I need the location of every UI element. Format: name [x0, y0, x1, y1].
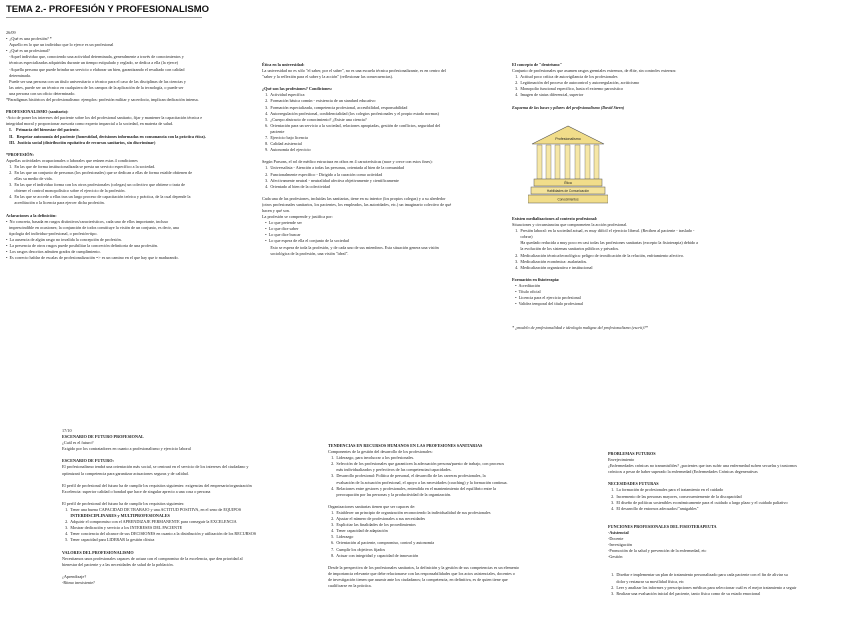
note-line: *PROFESIÓN: [6, 151, 34, 157]
note-line: de investigación tienen que asumir ante los ciudadanos; la competencia, en definitiva, es de quien tiene que [328, 576, 508, 582]
diagram-roof-label: Profesionalismo [555, 137, 581, 141]
note-line: Formación en fisioterapia: [512, 276, 560, 282]
note-line [62, 477, 282, 483]
document-title: TEMA 2.- PROFESIÓN Y PROFESIONALISMO [6, 4, 210, 15]
note-line [608, 560, 846, 566]
diagram-knowledge-label: Conocimientos [557, 197, 579, 202]
note-line: hacen y qué son. [262, 207, 290, 213]
note-line: acreditación o la licencia para ejercer dicha profesión. [6, 200, 105, 206]
note-line: dolor y restaurar su movilidad física, etc [608, 578, 684, 584]
note-line: 4. Tener capacidad de adaptación [328, 528, 388, 534]
note-line: técnicas especializadas adquiridas durante un tiempo estipulado y reglado, se dedica a ella (la ejerce) [6, 60, 179, 66]
note-line: 6. Orientación para un servicio a la sociedad, relaciones apropiadas, gestión de conflictos, seguridad del [262, 122, 441, 128]
note-line: 1. Diseñar e implementar un plan de tratamiento personalizado para cada paciente con el fin de aliviar su [608, 572, 788, 578]
note-line [262, 80, 498, 86]
note-line: El profesionalismo tendrá una orientación más social, se centrará en el servicio de los intereses del ciudadano y [62, 464, 249, 470]
note-line: • No concreta, basada en rasgos distintivos/característicos, cada uno de ellos importante, incluso [6, 218, 169, 224]
note-line: • Los rasgos descritos admiten grados de cumplimiento. [6, 249, 101, 255]
note-line: Aquellas actividades ocupacionales o laborales que reúnen estas 4 condiciones [6, 157, 138, 163]
note-line: 3. Formación especializada, competencia profesional, accesibilidad, responsabilidad [262, 104, 408, 110]
note-line: bienestar del paciente y a las necesidades de salud de la población. [62, 561, 174, 567]
note-line: -Gestión [608, 554, 623, 560]
note-line [6, 146, 242, 152]
note-line: 6. Orientación al paciente, compromiso, control y autonomía [328, 540, 435, 546]
note-line: Organizaciones sanitarias tienen que ser capaces de: [328, 503, 416, 509]
diagram-pillar [546, 145, 551, 179]
note-line: 17/10 [62, 428, 72, 433]
note-line: -Aquel individuo que, conociendo una actividad determinada, generalmente a través de conocimientos y [6, 54, 184, 60]
note-line: las artes, puede ser un técnico en cualquiera de los campos de la aplicación de la tecnología, o puede ser [6, 84, 184, 90]
note-line: • ¿Qué es una profesión? * [6, 36, 52, 42]
note-line: 26/09 [6, 30, 16, 35]
note-line: 3. Medicalización económica: asalariados. [512, 258, 588, 264]
note-line: 2. Formación básica común - existencia de un standard educativo [262, 98, 376, 104]
diagram-pillar [575, 145, 580, 179]
note-line: Esto se espera de toda la profesión, y de cada uno de sus miembros. Esta situación genera una visión [262, 244, 439, 250]
note-line [262, 153, 498, 159]
note-line: (otros profesionales sanitarios, los pacientes, los empleados, las autoridades, etc.) un imaginario colectivo de qué [262, 201, 452, 207]
note-line: 9. Autonomía del ejercicio [262, 147, 311, 153]
page1-column-3-top [512, 62, 730, 111]
note-line [328, 559, 568, 565]
note-line: 3. En las que el individuo forma con los otros profesionales (colegas) un colectivo que obtiene o trata de [6, 182, 185, 188]
note-line: • Acreditación [512, 282, 541, 288]
note-line: Excelencia: superior calidad o bondad que hace de singular aprecio a una cosa o persona [62, 488, 211, 494]
note-line: 1. Liderazgo, para involucrar a los profesionales. [328, 455, 415, 461]
note-line: El concepto de "dentrismo" [512, 62, 562, 67]
note-line: 2. Incremento de las personas mayores, consecuentemente de la discapacidad [608, 493, 742, 499]
note-line: Aclaraciones a la definición: [6, 212, 57, 218]
note-line: • Validez temporal del título profesional [512, 301, 584, 307]
note-line [262, 190, 498, 196]
note-line [62, 495, 282, 501]
note-line: sociológica de la profesión, una visión "ideal". [262, 250, 349, 256]
note-line: Puede ser una persona con un título universitario o técnico para el caso de las disciplinas de las ciencias y [6, 78, 187, 84]
note-line: TENDENCIAS EN RECURSOS HUMANOS EN LAS PROFESIONES SANITARIAS [328, 443, 483, 448]
note-line: paciente [262, 128, 285, 134]
note-line: 4. El desarrollo de entornos adecuados/"amigables" [608, 505, 699, 511]
note-line: una persona con un oficio determinado. [6, 90, 76, 96]
note-line [608, 512, 846, 518]
note-line: 4. En las que se accede a ellas tras un largo proceso de capacitación teórica y práctica, de la cual depende la [6, 194, 191, 200]
page2-column-1 [62, 428, 282, 586]
note-line: la evolución de los sistemas sanitarios públicos y privados. [512, 246, 620, 252]
note-line: 4. Tener conciencia del alcance de sus DECISIONES en cuanto a la distribución y utilización de los RECURSOS [62, 531, 257, 537]
note-line: 2. Leer y analizar los informes y prescripciones médicas para seleccionar cuál es el mejor tratamiento a seguir [608, 584, 797, 590]
note-line: evaluación de la actuación profesional, el apoyo a las necesidades (coaching) y la formación continua. [328, 479, 508, 485]
page1-column-2 [262, 62, 498, 257]
note-line: PROBLEMAS FUTUROS [608, 451, 656, 456]
note-line: cobrar) [512, 234, 533, 240]
page2-column-3 [608, 451, 846, 597]
note-line: -Docente [608, 536, 624, 542]
note-line: 1. Universalista - Atención a todas las personas, orientada al bien de la comunidad [262, 165, 404, 171]
note-line [62, 452, 282, 458]
note-line: 3. Monopolio funcional específico, hasta el extremo paroxístico [512, 86, 624, 92]
note-line: La profesión se comprende y justifica por: [262, 214, 333, 220]
note-line: 2. Funcionalmente específico - Dirigido a la curación como actividad [262, 171, 383, 177]
note-line: -Investigación [608, 542, 632, 548]
professionalism-pillars-diagram [528, 124, 608, 206]
page2-column-2 [328, 443, 568, 589]
note-line: Aquello en lo que un individuo que lo ejerce es un profesional [6, 42, 114, 48]
note-line [608, 566, 846, 572]
note-line: 8. Calidad asistencial [262, 141, 302, 147]
note-line: más individualizados y perfectivos de las competencias/capacidades. [328, 467, 452, 473]
note-line: El perfil de profesional del futuro ha de cumplir los requisitos siguientes: [62, 500, 185, 506]
note-line: Ética en la universidad: [262, 62, 305, 67]
note-line: 3. El diseño de políticas sostenibles económicamente para el cuidado a largo plazo y el cuidado paliativo [608, 499, 788, 505]
note-line: ¿Aprendizaje? [62, 573, 87, 579]
note-line: I. Primacía del bienestar del paciente. [6, 127, 80, 133]
note-line: optimizará la competencia para garantizar actuaciones seguras y de calidad. [62, 470, 189, 476]
note-line: * ¿modelo de profesionalidad e ideología maligna del profesionalismo (escrit)?* [512, 325, 648, 331]
page1-column-1 [6, 30, 242, 261]
note-line [6, 207, 242, 213]
note-line: tipología del individuo-profesional, o profesión-tipo. [6, 230, 98, 236]
note-line: ¿Enfermedades crónicas no transmisibles? ¿pacientes que tras sufrir una enfermedad sufren secuelas y trastornos [608, 463, 797, 469]
note-line [512, 99, 730, 105]
note-line: 2. Selección de los profesionales que garanticen la adecuación persona/puesto de trabajo, con procesos [328, 461, 505, 467]
note-line: 2. Medicalización técnica/tecnológica: peligro de tecnificación de la relación, enfriamiento afectivo. [512, 252, 684, 258]
note-line: ¿Cuál es el futuro? [62, 440, 94, 446]
note-line: 1. Establecer un principio de organización reconociendo la individualidad de sus profesionales [328, 509, 491, 515]
note-line: 5. Liderazgo [328, 534, 354, 540]
note-line: 3. Explicitar las finalidades de los procedimientos [328, 522, 416, 528]
note-line: Cada una de las profesiones, incluidas las sanitarias, tiene en su interior (los propios colegas) y a su alrededor [262, 195, 446, 201]
note-line: 2. Adquirir el compromiso con el APRENDIZAJE PERMANENTE para conseguir la EXCELENCIA [62, 519, 237, 525]
note-line: ESCENARIO DE FUTURO PROFESIONAL [62, 434, 144, 440]
note-line: 4. Imagen de status diferencial, superior [512, 92, 584, 98]
note-line: • Lo que dice saber [262, 226, 299, 232]
note-line [328, 498, 568, 504]
note-line: 2. En las que un conjunto de personas (los profesionales) que se dedican a ellas de forma estable obtienen de [6, 169, 193, 175]
note-line: • Lo que espera de ella el conjunto de la sociedad [262, 238, 349, 244]
note-line: -Acto de poner los intereses del paciente sobre los del profesional sanitario, fijar y mantener la capacitación técnica e [6, 115, 203, 121]
note-line: II. Respetar autonomía del paciente (honestidad, decisiones informadas en consonancia con la práctica ética). [6, 133, 206, 139]
note-line [512, 271, 730, 277]
note-line: • Lo que pretende ser [262, 220, 302, 226]
note-line: Ha quedado reducida a muy poco en casi todas las profesiones sanitarias (excepto la fisioterapia) debido a [512, 240, 699, 246]
note-line: -Asistencial [608, 529, 629, 535]
note-line: 7. Cumplir los objetivos fijados [328, 546, 386, 552]
note-line: de importancia relevante que debe relacionarse con las responsabilidades que los actos asistenciales, docentes o [328, 570, 515, 576]
note-line: • Título oficial [512, 289, 541, 295]
note-line: crónicos a pesar de haber superado la enfermedad (Enfermedades Crónicas degenerativas [608, 469, 758, 475]
note-line: 4. Orientado al bien de la colectividad [262, 183, 331, 189]
note-line: -Aquella persona que puede brindar un servicio o elaborar un bien, garantizando el resultado con calidad [6, 66, 185, 72]
note-line: preocupación por las personas y la productividad de la organización. [328, 491, 452, 497]
note-line [512, 319, 730, 325]
note-line: 1. Actividad específica [262, 92, 305, 98]
note-line: El perfil de profesional del futuro ha de cumplir los requisitos siguientes: exigencias del empresario/organización [62, 482, 252, 488]
diagram-pillar [585, 145, 590, 179]
note-line: 1. En las que de forma institucionalizada se presta un servicio específico a la sociedad. [6, 163, 156, 169]
diagram-ethics-label: Ética [564, 181, 572, 185]
note-line [512, 313, 730, 319]
note-line: INTERDISCIPLINARES y MULTIPROFESIONALES [62, 513, 170, 519]
note-line: VALORES DEL PROFESIONALISMO [62, 549, 134, 555]
note-line: imprescindible en ocasiones; la conjunción de todos constituye la visión de un conjunto, es decir, una [6, 224, 179, 230]
note-line: Desde la perspectiva de los profesionales sanitarios, la definición y la gestión de sus competencias es un elemento [328, 564, 519, 570]
note-line: Componentes de la gestión del desarrollo de los profesionales: [328, 449, 433, 455]
note-line [62, 568, 282, 574]
note-line: 3. Afectivamente neutral - neutralidad afectiva objetivamente y científicamente [262, 177, 399, 183]
page1-column-3-bottom [512, 216, 730, 331]
note-line: FUNCIONES PROFESIONALES DEL FISIOTERAPEUTA [608, 523, 717, 529]
note-line: Conjunto de profesionales que asumen rasgos gremiales extremos, de élite, sin controles externos: [512, 68, 677, 74]
note-line: "saber y la reflexión para el saber y la acción" (reflexionar las consecuencias). [262, 74, 393, 80]
note-line: • Licencia para el ejercicio profesional [512, 295, 581, 301]
note-line: Existen medializaciones al contexto profesional: [512, 216, 598, 221]
note-line [62, 544, 282, 550]
note-line: ESCENARIO DE FUTURO: [62, 458, 114, 464]
note-line: 7. Ejercicio bajo licencia [262, 135, 308, 141]
note-line: III. Justicia social (distribución equitativa de recursos sanitarios, sin discriminar) [6, 139, 156, 145]
note-line: 2. Ajustar el número de profesionales a sus necesidades [328, 516, 426, 522]
note-line: 3. Mostrar dedicación y servicio a los INTERESES DEL PACIENTE [62, 525, 183, 531]
note-line: 2. Legitimación del proceso de autocontrol y autorregulación, acriticismo [512, 80, 640, 86]
note-line: 1. Tener una buena CAPACIDAD DE TRABAJO y una ACTITUD POSITIVA, en el seno de EQUIPOS [62, 506, 242, 512]
note-line: • Es correcto hablar de escalas de profesionalización => es un camino en el que hay que ir madurando. [6, 255, 179, 261]
note-line: ¿Qué son las profesiones? Condiciones: [262, 86, 333, 92]
note-line: integridad moral y proporcionar asesoría como experto imparcial a la sociedad, en materia de salud. [6, 121, 174, 127]
note-line: • La presencia de otros rasgos puede posibilitar la concreción definitoria de una profesión. [6, 243, 159, 248]
note-line: 5. ¿Cuerpo abstracto de conocimiento? ¿Existe una ciencia? [262, 116, 367, 122]
note-line: Según Parsons, el rol de médico estructura en otbos en 4 características (nace y crece con estos fines): [262, 159, 433, 165]
diagram-pillar [594, 145, 599, 179]
note-line: *Paradigmas históricos del profesionalismo: ejemplos: profesión militar y sacerdocio, implican dedicación intensa. [6, 97, 199, 103]
note-line: • Lo que dice buscar [262, 232, 301, 238]
note-line: Exigido por los contratadores en cuanto a profesionalismo y ejercicio laboral [62, 446, 191, 452]
note-line: La universidad no es sólo "el saber, por el saber", no es una escuela técnica profesionalizante, es en centro del [262, 68, 446, 74]
note-line: 1. Presión laboral: en la sociedad actual, es muy difícil el ejercicio liberal. (Reciben al paciente - traslado - [512, 228, 695, 234]
note-line: 3. Realizar una evaluación inicial del paciente, tanto física como de su estado emocional [608, 590, 761, 596]
note-line: Necesitamos unos profesionales capaces de actuar con el compromiso de la excelencia, que den prioridad al [62, 555, 243, 561]
note-line: -Ritmo inexistente? [62, 579, 95, 585]
title-underline [6, 17, 202, 18]
note-line: 4. Relaciones entre gestores y profesionales, entendida en el mantenimiento del equilibrio entre la [328, 485, 497, 491]
note-line [6, 103, 242, 109]
note-line: ellas su medio de vida. [6, 176, 53, 182]
diagram-roof [532, 126, 604, 144]
note-line: determinada. [6, 72, 31, 78]
note-line: 3. Desarrollo profesional: Política de personal, el desarrollo de las carreras profesionales, la [328, 473, 486, 479]
note-line [608, 518, 846, 524]
note-line: -Promoción de la salud y prevención de la enfermedad, etc [608, 548, 707, 554]
note-line: Envejecimiento [608, 457, 635, 463]
note-line: PROFESIONALISMO (sanitario): [6, 109, 69, 115]
note-line [608, 475, 846, 481]
diagram-pillar [565, 145, 570, 179]
note-line: Situaciones y circunstancias que comprometen la acción profesional. [512, 222, 628, 228]
note-line: • La ausencia de algún rasgo no invalida la concepción de profesión. [6, 236, 122, 242]
note-line: 8. Actuar con integridad y capacidad de innovación [328, 552, 419, 558]
note-line: 1. La formación de profesionales para el tratamiento en el cuidado [608, 487, 724, 493]
note-line: NECESIDADES FUTURAS [608, 481, 659, 487]
diagram-pillar [537, 145, 542, 179]
note-line: 4. Autorregulación profesional, confidencialidad (los colegios profesionales y el propio estado normas) [262, 110, 439, 116]
note-line [512, 307, 730, 313]
diagram-communication-label: Habilidades de Comunicación [546, 189, 590, 193]
diagram-pillar [555, 145, 560, 179]
note-line: 1. Actitud poco crítica de autovigilancia de los profesionales [512, 74, 618, 80]
note-line: cualificarse en la práctica. [328, 582, 372, 588]
note-line: Esquema de las bases y pilares del profesionalismo (David Stern) [512, 104, 625, 110]
note-line: 5. Tener capacidad para LIDERAR la gestión clínica [62, 537, 155, 543]
note-line: • ¿Qué es un profesional? [6, 48, 50, 54]
note-line: obtener el control monopolístico sobre el ejercicio de la profesión. [6, 188, 126, 194]
note-line: 4. Medicalización organizativa e institucional [512, 264, 593, 270]
